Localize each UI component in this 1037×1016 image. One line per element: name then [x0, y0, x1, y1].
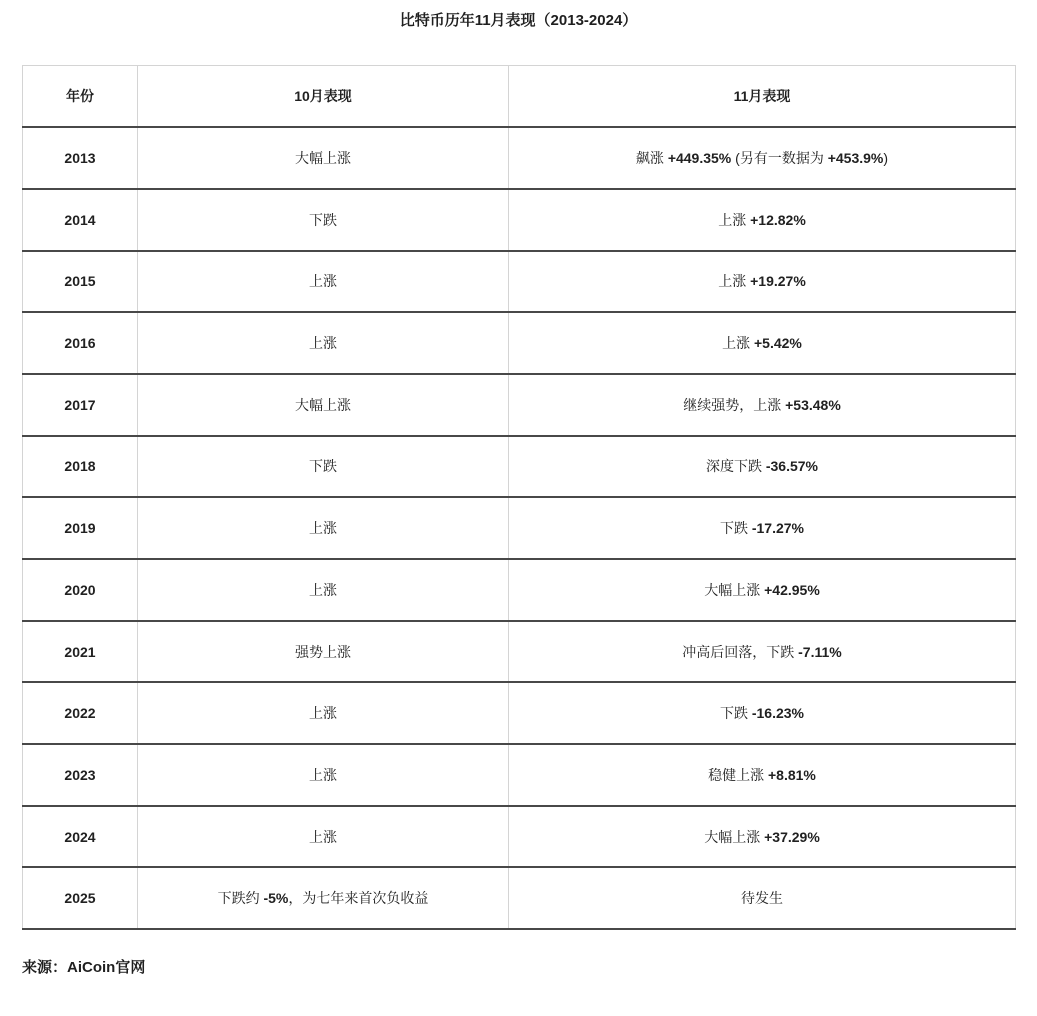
november-performance-cell: [509, 559, 1016, 621]
cell-text: 下跌: [309, 211, 337, 228]
percent-value: +5.42%: [754, 335, 802, 352]
year-cell: 2024: [23, 806, 138, 868]
year-cell: 2025: [23, 867, 138, 929]
year-cell: 2017: [23, 374, 138, 436]
table-row: [23, 436, 1016, 498]
cell-text: 大幅上涨: [704, 828, 765, 845]
percent-value: -17.27%: [751, 520, 805, 537]
november-performance-cell: [509, 744, 1016, 806]
november-performance-cell: [509, 497, 1016, 559]
october-performance-cell: [138, 682, 509, 744]
november-performance-cell: [509, 127, 1016, 189]
cell-text: ): [883, 150, 889, 167]
november-performance-cell: [509, 806, 1016, 868]
november-performance-cell: [509, 436, 1016, 498]
percent-value: -5%: [263, 890, 289, 907]
november-performance-cell: [509, 682, 1016, 744]
cell-text: 上涨: [309, 335, 337, 352]
cell-text: 上涨: [309, 273, 337, 290]
cell-text: 下跌: [719, 520, 752, 537]
cell-text: 冲高后回落，下跌: [682, 643, 799, 660]
year-cell: 2014: [23, 189, 138, 251]
cell-text: 上涨: [309, 520, 337, 537]
header-october-performance: 10月表现: [138, 66, 509, 128]
november-performance-cell: [509, 621, 1016, 683]
percent-value: +37.29%: [764, 828, 820, 845]
october-performance-cell: [138, 312, 509, 374]
october-performance-cell: [138, 621, 509, 683]
november-performance-cell: [509, 189, 1016, 251]
october-performance-cell: [138, 189, 509, 251]
percent-value: +12.82%: [750, 211, 806, 228]
table-row: [23, 621, 1016, 683]
header-november-performance: 11月表现: [509, 66, 1016, 128]
november-performance-cell: [509, 312, 1016, 374]
cell-text: 上涨: [718, 273, 751, 290]
page-title: 比特币历年11月表现（2013-2024）: [399, 12, 638, 29]
table-row: [23, 374, 1016, 436]
percent-value: -7.11%: [798, 643, 842, 660]
table-row: [23, 251, 1016, 313]
table-row: [23, 559, 1016, 621]
cell-text: 深度下跌: [705, 458, 766, 475]
cell-text: 飙涨: [635, 150, 668, 167]
october-performance-cell: [138, 559, 509, 621]
percent-value: -16.23%: [751, 705, 805, 722]
cell-text: 上涨: [718, 211, 751, 228]
year-cell: 2016: [23, 312, 138, 374]
cell-text: 上涨: [309, 581, 337, 598]
year-cell: 2015: [23, 251, 138, 313]
percent-value: +53.48%: [785, 396, 841, 413]
cell-text: 强势上涨: [295, 643, 351, 660]
year-cell: 2018: [23, 436, 138, 498]
october-performance-cell: [138, 497, 509, 559]
percent-value: +453.9%: [827, 150, 884, 167]
table-row: [23, 189, 1016, 251]
table-row: [23, 682, 1016, 744]
cell-text: 上涨: [309, 705, 337, 722]
cell-text: 上涨: [309, 766, 337, 783]
table-row: [23, 312, 1016, 374]
percent-value: +449.35%: [667, 150, 732, 167]
table-row: [23, 867, 1016, 929]
source-note: 来源：AiCoin官网: [22, 959, 146, 977]
november-performance-cell: [509, 867, 1016, 929]
year-cell: 2019: [23, 497, 138, 559]
cell-text: 待发生: [741, 890, 783, 907]
october-performance-cell: [138, 127, 509, 189]
table-row: [23, 744, 1016, 806]
cell-text: 上涨: [722, 335, 754, 352]
cell-text: (另有一数据为: [731, 150, 828, 167]
november-performance-cell: [509, 251, 1016, 313]
october-performance-cell: [138, 436, 509, 498]
cell-text: 继续强势，上涨: [683, 396, 786, 413]
year-cell: 2023: [23, 744, 138, 806]
cell-text: 大幅上涨: [295, 396, 351, 413]
cell-text: 下跌: [719, 705, 752, 722]
percent-value: +19.27%: [750, 273, 806, 290]
table-header: [23, 66, 1016, 128]
percent-value: +8.81%: [768, 766, 816, 783]
october-performance-cell: [138, 867, 509, 929]
table-body: [23, 127, 1016, 929]
cell-text: ，为七年来首次负收益: [288, 890, 429, 907]
october-performance-cell: [138, 374, 509, 436]
october-performance-cell: [138, 806, 509, 868]
november-performance-cell: [509, 374, 1016, 436]
october-performance-cell: [138, 744, 509, 806]
cell-text: 稳健上涨: [708, 766, 768, 783]
table-row: [23, 497, 1016, 559]
percent-value: +42.95%: [764, 581, 820, 598]
percent-value: -36.57%: [765, 458, 819, 475]
year-cell: 2021: [23, 621, 138, 683]
cell-text: 下跌: [309, 458, 337, 475]
cell-text: 大幅上涨: [295, 150, 351, 167]
year-cell: 2020: [23, 559, 138, 621]
cell-text: 下跌约: [217, 890, 264, 907]
cell-text: 大幅上涨: [704, 581, 765, 598]
year-cell: 2013: [23, 127, 138, 189]
header-row: [23, 66, 1016, 128]
table-row: [23, 806, 1016, 868]
october-performance-cell: [138, 251, 509, 313]
performance-table: [22, 65, 1016, 930]
cell-text: 上涨: [309, 828, 337, 845]
table-row: [23, 127, 1016, 189]
year-cell: 2022: [23, 682, 138, 744]
header-year: 年份: [23, 66, 138, 128]
